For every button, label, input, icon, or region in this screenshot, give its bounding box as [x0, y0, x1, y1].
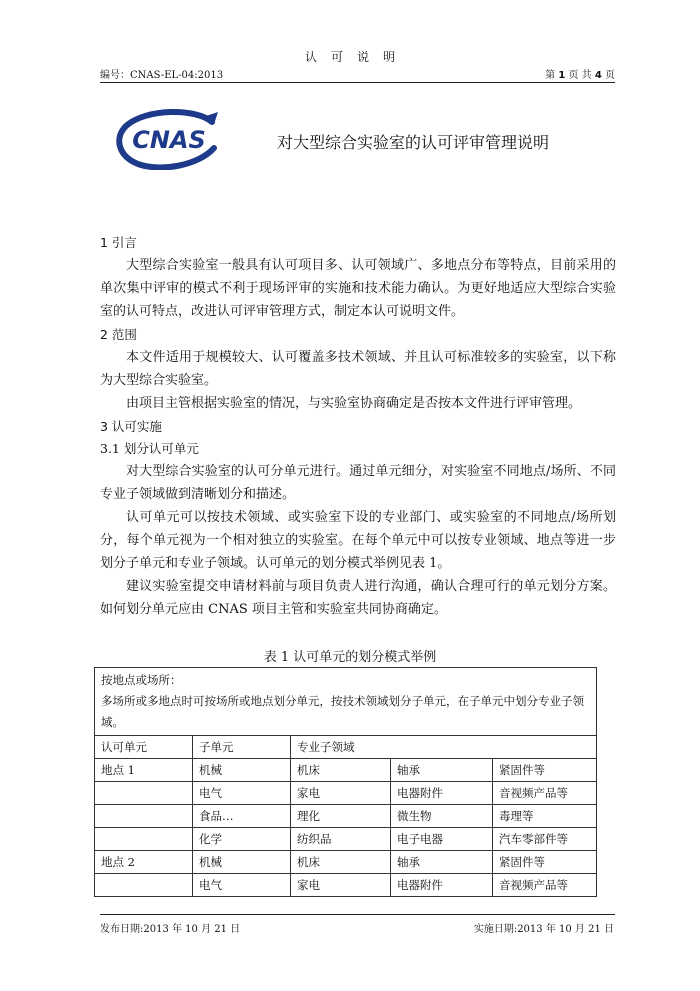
table-cell: 电器附件	[391, 874, 493, 897]
table-header-cell: 认可单元	[95, 736, 193, 759]
table-row	[95, 828, 597, 851]
paragraph: 认可单元可以按技术领域、或实验室下设的专业部门、或实验室的不同地点/场所划分，每个单元视为一个相对独立的实验室。在每个单元中可以按专业领域、地点等进一步划分子单元和专业子领域。认可单元的划分模式举例见表 1。	[100, 510, 616, 571]
table-cell: 音视频产品等	[493, 782, 597, 805]
table-cell: 理化	[291, 805, 391, 828]
table-cell	[95, 874, 193, 897]
publish-date: 发布日期:2013 年 10 月 21 日	[100, 924, 241, 935]
paragraph: 由项目主管根据实验室的情况，与实验室协商确定是否按本文件进行评审管理。	[126, 396, 582, 411]
table-header-row	[95, 736, 597, 759]
table-cell: 机械	[193, 759, 291, 782]
page-number: 1	[558, 70, 566, 81]
paragraph: 建议实验室提交申请材料前与项目负责人进行沟通，确认合理可行的单元划分方案。如何划分单元应由 CNAS 项目主管和实验室共同协商确定。	[100, 579, 616, 617]
paragraph: 大型综合实验室一般具有认可项目多、认可领域广、多地点分布等特点，目前采用的单次集中评审的模式不利于现场评审的实施和技术能力确认。为更好地适应大型综合实验室的认可特点，改进认可评审管理方式，制定本认可说明文件。	[100, 258, 616, 319]
table-caption: 表 1 认可单元的划分模式举例	[263, 650, 437, 665]
footer-divider	[100, 914, 615, 915]
table-cell: 家电	[291, 782, 391, 805]
table-header-cell: 子单元	[193, 736, 291, 759]
section-heading: 3 认可实施	[100, 419, 162, 434]
table-cell: 轴承	[391, 759, 493, 782]
table-cell: 地点 2	[95, 851, 193, 874]
table-cell: 机床	[291, 759, 391, 782]
table-cell: 轴承	[391, 851, 493, 874]
table-row	[95, 805, 597, 828]
table-cell: 电气	[193, 782, 291, 805]
table-cell: 音视频产品等	[493, 874, 597, 897]
table-header-cell: 专业子领域	[291, 736, 597, 759]
table-cell: 紧固件等	[493, 851, 597, 874]
table-cell: 机械	[193, 851, 291, 874]
cnas-logo	[114, 108, 224, 170]
document-body	[100, 231, 616, 621]
table-cell: 毒理等	[493, 805, 597, 828]
table-cell: 化学	[193, 828, 291, 851]
table-cell: 地点 1	[95, 759, 193, 782]
table-note-title: 按地点或场所：	[101, 673, 182, 687]
document-type-header: 认可说明	[304, 50, 409, 64]
table-row	[95, 782, 597, 805]
table-cell: 食品…	[193, 805, 291, 828]
table-cell: 机床	[291, 851, 391, 874]
header-row	[100, 66, 615, 83]
table-cell	[95, 828, 193, 851]
table-cell: 汽车零部件等	[493, 828, 597, 851]
table-cell	[95, 805, 193, 828]
document-title: 对大型综合实验室的认可评审管理说明	[277, 133, 550, 152]
svg-text:CNAS: CNAS	[132, 126, 206, 154]
table-cell: 微生物	[391, 805, 493, 828]
table-cell: 电子电器	[391, 828, 493, 851]
table-row	[95, 874, 597, 897]
document-code: 编号：CNAS-EL-04:2013	[100, 70, 224, 81]
table-cell: 家电	[291, 874, 391, 897]
effective-date: 实施日期:2013 年 10 月 21 日	[473, 924, 614, 935]
table-note-cell	[95, 668, 597, 736]
table-cell: 紧固件等	[493, 759, 597, 782]
page-total: 4	[594, 70, 602, 81]
table-note-text: 多场所或多地点时可按场所或地点划分单元，按技术领域划分子单元，在子单元中划分专业子领域。	[101, 694, 584, 729]
unit-division-table	[94, 667, 597, 897]
table-cell	[95, 782, 193, 805]
table-row	[95, 759, 597, 782]
paragraph: 对大型综合实验室的认可分单元进行。通过单元细分，对实验室不同地点/场所、不同专业子领域做到清晰划分和描述。	[100, 464, 616, 502]
page-indicator: 第 1 页 共 4 页	[545, 70, 615, 81]
section-heading: 1 引言	[100, 235, 137, 250]
subsection-heading: 3.1 划分认可单元	[100, 441, 199, 456]
table-note-row	[95, 668, 597, 736]
table-cell: 电气	[193, 874, 291, 897]
table-row	[95, 851, 597, 874]
section-heading: 2 范围	[100, 327, 137, 342]
table-cell: 纺织品	[291, 828, 391, 851]
paragraph: 本文件适用于规模较大、认可覆盖多技术领域、并且认可标准较多的实验室，以下称为大型综合实验室。	[100, 350, 616, 388]
table-cell: 电器附件	[391, 782, 493, 805]
